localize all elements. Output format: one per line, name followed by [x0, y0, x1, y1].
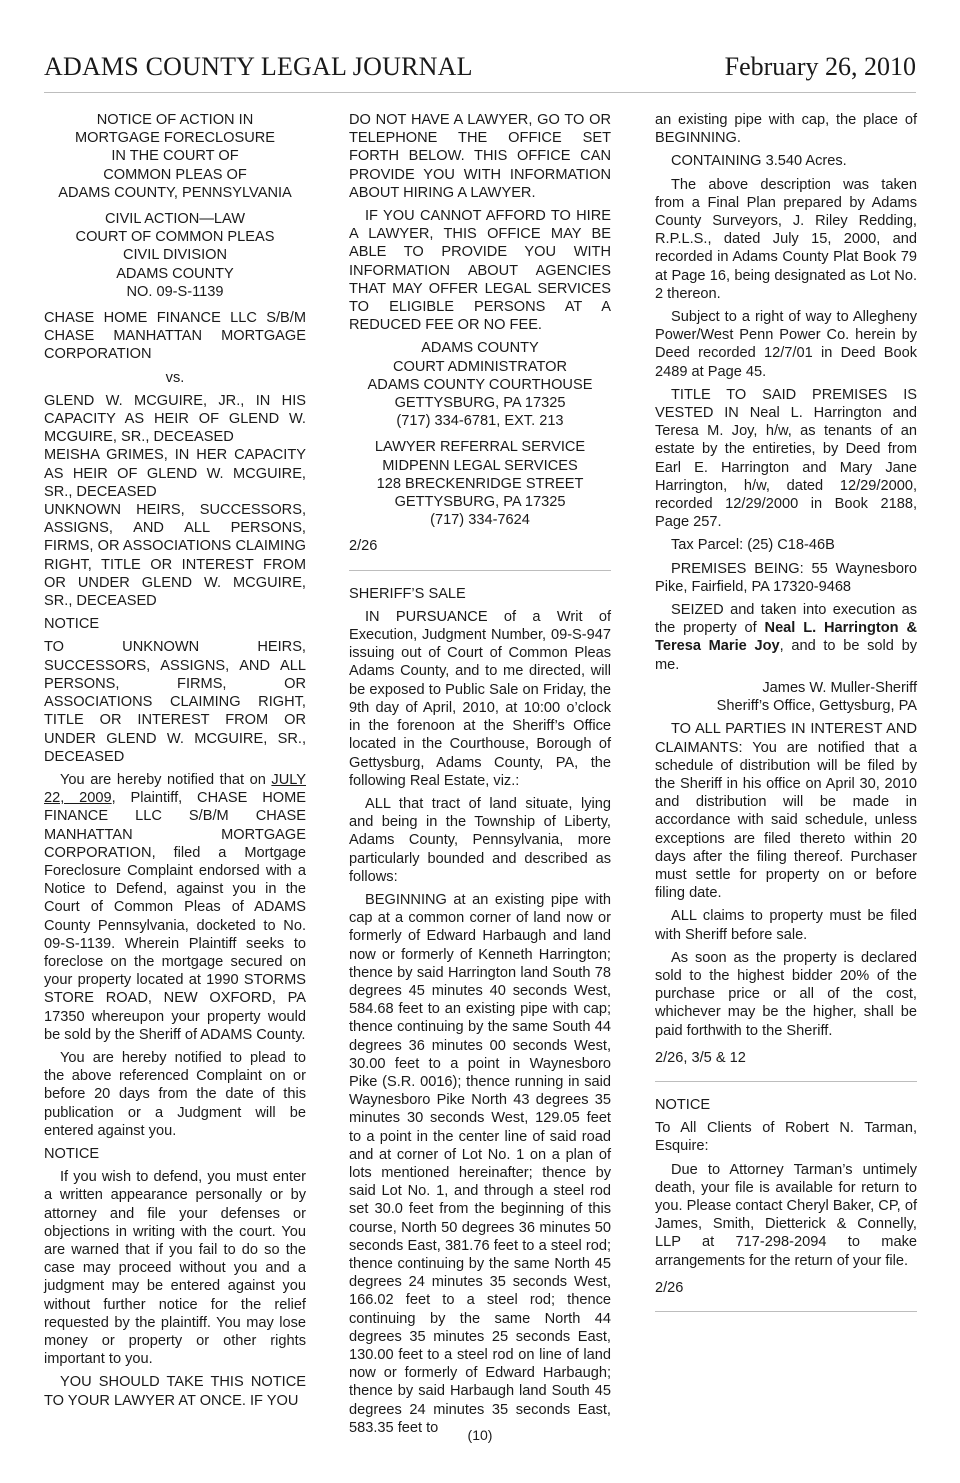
publication-date: 2/26 [349, 538, 378, 555]
address-line: GETTYSBURG, PA 17325 [394, 395, 566, 412]
page-number: (10) [467, 1427, 493, 1443]
sale-paragraph: Subject to a right of way to Allegheny Power/West Penn Power Co. herein by Deed recorded 12/7/01 in Deed Book 2489 at Page 45. [655, 309, 917, 380]
property-description: BEGINNING at an existing pipe with cap at a common corner of land now or formerly of Edward Harbaugh and land now or formerly of Kenneth Harrington; thence by said Harrington land South 78 degrees 45 minutes 40 seconds West, 584.68 feet to an existing pipe with cap; thence continuing by the same South 44 degrees 36 minutes 00 seconds West, 30.00 feet to a point in Waynesboro Pike (S.R. 0016); thence running in said Waynesboro Pike North 43 degrees 35 minutes 30 seconds West, 129.05 feet to a point in the center line of said road and at corner of Lot No. 1 on a plan of lots mentioned hereinafter; thence by said Lot No. 1, and through a steel rod set 30.0 feet from the beginning of this course, North 50 degrees 36 minutes 50 seconds East, 381.76 feet to a steel rod; thence continuing by the same North 45 degrees 24 minutes 35 seconds West, 166.02 feet to a steel rod; thence continuing by the same North 44 degrees 35 minutes 25 seconds East, 130.00 feet to a steel rod on line of land now or formerly of Edward Harbaugh; thence by said Harbaugh land South 45 degrees 24 minutes 35 seconds East, 583.35 feet to [349, 891, 611, 1436]
court-line: COURT OF COMMON PLEAS [75, 229, 275, 246]
court-line: CIVIL ACTION—LAW [104, 211, 245, 228]
address-line: (717) 334-6781, EXT. 213 [396, 413, 564, 430]
notice-paragraph: To All Clients of Robert N. Tarman, Esquire: [655, 1120, 917, 1155]
court-line: ADAMS COUNTY [116, 265, 234, 282]
sale-paragraph: ALL claims to property must be filed with Sheriff before sale. [655, 908, 917, 943]
notice-paragraph: If you wish to defend, you must enter a written appearance personally or by attorney and file your defenses or objections in writing with the court. You are warned that if you fail to do so the case may proceed without you and a judgment may be entered against you without further notice for the relief requested by the plaintiff. You may lose money or property or other rights important to you. [44, 1169, 306, 1368]
caption-line: NOTICE OF ACTION IN [96, 112, 254, 128]
defendant: GLEND W. MCGUIRE, JR., IN HIS CAPACITY AS HEIR OF GLEND W. MCGUIRE, SR., DECEASED [44, 392, 306, 446]
court-line: NO. 09-S-1139 [126, 283, 224, 300]
defendant: UNKNOWN HEIRS, SUCCESSORS, ASSIGNS, AND ALL PERSONS, FIRMS, OR ASSOCIATIONS CLAIMING RIGHT, TITLE OR INTEREST FROM OR UNDER GLEND W. MCGUIRE, SR., DECEASED [44, 502, 306, 610]
address-line: 128 BRECKENRIDGE STREET [376, 475, 584, 492]
issue-date: February 26, 2010 [724, 52, 916, 81]
premises: PREMISES BEING: 55 Waynesboro Pike, Fairfield, PA 17320-9468 [655, 560, 917, 595]
court-caption [44, 210, 306, 301]
page-header [44, 52, 916, 93]
notice-heading: NOTICE [44, 616, 100, 633]
sale-paragraph: The above description was taken from a Final Plan prepared by Adams County Surveyors, J. Riley Redding, R.P.L.S., dated July 15, 2000, and recorded in Adams County Plat Book 79 at Page 16, being designated as Lot No. 2 thereon. [655, 176, 917, 302]
caption-line: MORTGAGE FORECLOSURE [74, 130, 275, 147]
notice-paragraph: YOU SHOULD TAKE THIS NOTICE TO YOUR LAWYER AT ONCE. IF YOU [44, 1374, 306, 1409]
caption-line: ADAMS COUNTY, PENNSYLVANIA [58, 184, 292, 201]
column-1 [44, 111, 306, 1415]
sheriff-sale-heading: SHERIFF’S SALE [349, 585, 466, 602]
divider [655, 1081, 917, 1082]
caption-line: IN THE COURT OF [111, 148, 239, 165]
sheriff-name: James W. Muller-Sheriff [762, 679, 917, 696]
publication-date: 2/26, 3/5 & 12 [655, 1049, 746, 1066]
journal-title: ADAMS COUNTY LEGAL JOURNAL [44, 52, 473, 81]
tax-parcel: Tax Parcel: (25) C18-46B [671, 537, 835, 554]
divider [349, 570, 611, 571]
defendant: MEISHA GRIMES, IN HER CAPACITY AS HEIR OF GLEND W. MCGUIRE, SR., DECEASED [44, 447, 306, 500]
plaintiff: CHASE HOME FINANCE LLC S/B/M CHASE MANHATTAN MORTGAGE CORPORATION [44, 310, 306, 363]
sale-paragraph: TO ALL PARTIES IN INTEREST AND CLAIMANTS: You are notified that a schedule of distribution will be filed by the Sheriff in his office on April 30, 2010 and distribution will be made in accordance with said schedule, unless exceptions are filed thereto within 20 days after the filing thereof. Purchaser must settle for property on or before filing date. [655, 721, 917, 902]
sale-paragraph: ALL that tract of land situate, lying and being in the Township of Liberty, Adams County, Pennsylvania, more particularly bounded and described as follows: [349, 795, 611, 885]
address-line: ADAMS COUNTY COURTHOUSE [367, 376, 593, 393]
notice-heading: NOTICE [44, 1145, 100, 1162]
versus: vs. [165, 369, 185, 386]
column-3 [655, 111, 917, 1326]
sale-paragraph: As soon as the property is declared sold to the highest bidder 20% of the purchase price or all of the cost, whichever may be the higher, shall be paid forthwith to the Sheriff. [655, 949, 917, 1039]
column-2 [349, 111, 611, 1442]
address-line: LAWYER REFERRAL SERVICE [374, 439, 586, 456]
sale-paragraph: TITLE TO SAID PREMISES IS VESTED IN Neal L. Harrington and Teresa M. Joy, h/w, as tenants of an estate by the entireties, by Deed from Earl E. Harrington and Mary Jane Harrington, h/w, dated 12/29/2000, recorded 12/29/2000 in Book 2188, Page 257. [655, 386, 917, 531]
address-line: ADAMS COUNTY [421, 340, 539, 357]
sheriff-office: Sheriff’s Office, Gettysburg, PA [716, 698, 917, 715]
address-line: GETTYSBURG, PA 17325 [394, 494, 566, 511]
address-line: COURT ADMINISTRATOR [392, 358, 568, 375]
seized-paragraph: SEIZED and taken into execution as the property of Neal L. Harrington & Teresa Marie Joy, and to be sold by me. [655, 602, 917, 673]
addressee: TO UNKNOWN HEIRS, SUCCESSORS, ASSIGNS, AND ALL PERSONS, FIRMS, OR ASSOCIATIONS CLAIMING RIGHT, TITLE OR INTEREST FROM OR UNDER GLEND W. MCGUIRE, SR., DECEASED [44, 639, 306, 765]
notice-caption [44, 111, 306, 202]
filing-date: JULY 22, 2009 [44, 771, 306, 807]
address-line: MIDPENN LEGAL SERVICES [382, 457, 578, 474]
court-administrator-address [349, 339, 611, 430]
sale-paragraph: IN PURSUANCE of a Writ of Execution, Judgment Number, 09-S-947 issuing out of Court of Common Pleas Adams County, and to me directed, will be exposed to Public Sale on Friday, the 9th day of April, 2010, at 10:00 o’clock in the forenoon at the Sheriff’s Office located in the Courthouse, Borough of Gettysburg, Adams County, PA, the following Real Estate, viz.: [349, 608, 611, 789]
lawyer-referral-address [349, 438, 611, 529]
notice-paragraph: You are hereby notified to plead to the above referenced Complaint on or before 20 days from the date of this publication or a Judgment will be entered against you. [44, 1049, 306, 1139]
notice-heading: NOTICE [655, 1096, 711, 1113]
notice-paragraph: DO NOT HAVE A LAWYER, GO TO OR TELEPHONE THE OFFICE SET FORTH BELOW. THIS OFFICE CAN PROVIDE YOU WITH INFORMATION ABOUT HIRING A LAWYER. [349, 112, 611, 201]
acreage: CONTAINING 3.540 Acres. [671, 153, 847, 170]
notice-paragraph: You are hereby notified that on JULY 22, 2009, Plaintiff, CHASE HOME FINANCE LLC S/B/M CHASE MANHATTAN MORTGAGE CORPORATION, filed a Mortgage Foreclosure Complaint endorsed with a Notice to Defend, against you in the Court of Common Pleas of ADAMS County Pennsylvania, docketed to No. 09-S-1139. Wherein Plaintiff seeks to foreclose on the mortgage secured on your property located at 1990 STORMS STORE ROAD, NEW OXFORD, PA 17350 whereupon your property would be sold by the Sheriff of ADAMS County. [44, 771, 306, 1043]
notice-paragraph: IF YOU CANNOT AFFORD TO HIRE A LAWYER, THIS OFFICE MAY BE ABLE TO PROVIDE YOU WITH INFORMATION ABOUT AGENCIES THAT MAY OFFER LEGAL SERVICES TO ELIGIBLE PERSONS AT A REDUCED FEE OR NO FEE. [349, 208, 611, 334]
property-owners: Neal L. Harrington & Teresa Marie Joy [655, 620, 917, 655]
court-line: CIVIL DIVISION [122, 247, 228, 264]
address-line: (717) 334-7624 [430, 512, 530, 529]
divider [655, 1311, 917, 1312]
notice-paragraph: Due to Attorney Tarman’s untimely death, your file is available for return to you. Please contact Cheryl Baker, CP, of James, Smith, Dietterick & Connelly, LLP at 717-298-2094 to make arrangements for the return of your file. [655, 1161, 917, 1269]
publication-date: 2/26 [655, 1279, 684, 1296]
property-description: an existing pipe with cap, the place of BEGINNING. [655, 112, 917, 147]
caption-line: COMMON PLEAS OF [103, 166, 247, 183]
